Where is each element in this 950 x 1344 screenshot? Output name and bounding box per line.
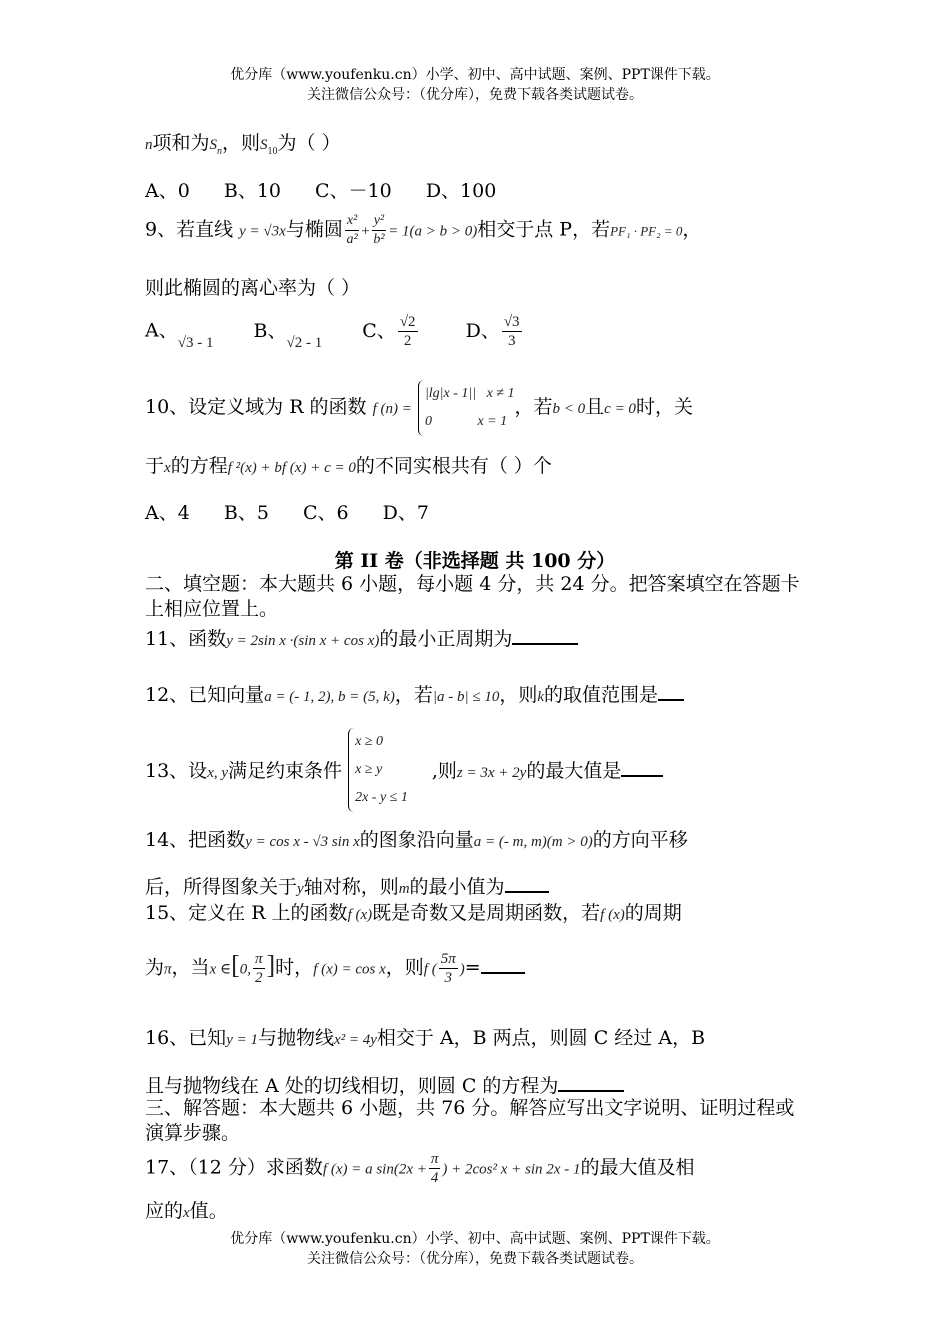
q15-equation: f (x) = cos x [313, 961, 386, 978]
q12-text-4: 的取值范围是 [544, 684, 659, 706]
q12-k: k [537, 689, 545, 705]
q12-line [145, 680, 810, 707]
q10-line2-a: 于 [145, 455, 165, 477]
q9-ellipse-x: x² [345, 212, 359, 231]
q17-eq-num: π [430, 1151, 439, 1167]
q15-domain-num: π [254, 951, 263, 967]
q14-text-2: 的图象沿向量 [359, 829, 474, 851]
q8-text-1: 项和为 [152, 132, 210, 154]
q11-text-2: 的最小正周期为 [379, 628, 513, 650]
q10-f: f (n) = [372, 401, 412, 417]
q8-line [145, 128, 810, 157]
q10-line-1 [145, 380, 810, 440]
q13-text-3: ,则 [431, 760, 457, 782]
q10-option-b: B、5 [223, 502, 269, 524]
q8-option-d: D、100 [425, 180, 497, 202]
q17-line2-b: 值。 [189, 1200, 228, 1222]
q11-equation: y = 2sin x ·(sin x + cos x) [226, 633, 380, 649]
q8-s10: S [260, 137, 268, 153]
q9-ellipse-b: b² [373, 232, 385, 247]
q10-line2-b: 的方程 [170, 455, 228, 477]
q14-vector: a = (- m, m)(m > 0) [473, 834, 593, 850]
q9-line-2: 则此椭圆的离心率为（ ） [145, 277, 361, 299]
q16-line-2 [145, 1071, 810, 1098]
q9-option-a: √3 - 1 [177, 334, 214, 351]
q17-x: x [183, 1205, 190, 1221]
q16-eq2: x² = 4y [333, 1032, 377, 1048]
q15-pi: π [164, 961, 172, 978]
q9-option-b: √2 - 1 [286, 334, 323, 351]
q13-text-1: 13、设 [145, 760, 208, 782]
section-3-intro: 三、解答题：本大题共 6 小题，共 76 分。解答应写出文字说明、证明过程或演算步骤。 [145, 1097, 795, 1144]
q12-text-3: ，则 [499, 684, 538, 706]
q12-text-2: ，若 [394, 684, 433, 706]
q10-text-1: 10、设定义域为 R 的函数 [145, 396, 367, 418]
q17-line2-a: 应的 [145, 1200, 184, 1222]
header-line-2: 关注微信公众号：（优分库），免费下载各类试题试卷。 [307, 87, 643, 103]
section-2-title: 第 II 卷（非选择题 共 100 分） [334, 550, 616, 572]
q17-text-1: 17、（12 分）求函数 [145, 1156, 323, 1179]
q10-case-1: |lg|x - 1|| x ≠ 1 [424, 386, 515, 401]
q8-sn-sub: n [217, 145, 223, 157]
q10-option-a: A、4 [145, 502, 190, 524]
q16-line2: 且与抛物线在 A 处的切线相切，则圆 C 的方程为 [145, 1075, 559, 1097]
q15-f1: f (x) [347, 907, 373, 923]
q15-text-2: 既是奇数又是周期函数，若 [372, 902, 601, 924]
q10-text-2: ，若 [514, 396, 553, 418]
q16-answer-blank[interactable] [558, 1072, 624, 1092]
q9-text-3: ， [682, 218, 702, 241]
q14-line2-b: 轴对称，则 [303, 876, 399, 898]
q10-line2-x: x [164, 460, 171, 476]
q13-line [145, 728, 810, 812]
q16-eq1: y = 1 [226, 1032, 258, 1048]
q11-line [145, 624, 810, 651]
q15-domain-pre: x ∈ [209, 961, 232, 978]
q9-option-d-num: √3 [503, 314, 520, 330]
q8-options [145, 176, 810, 203]
q9-option-c-den: 2 [403, 333, 412, 349]
q8-n: n [145, 137, 153, 153]
q8-option-a: A、0 [145, 180, 190, 202]
q17-eq-post: ) + 2cos² x + sin 2x - 1 [442, 1161, 581, 1178]
q8-text-2: ，则 [222, 132, 261, 154]
q15-line2-d: ，则 [385, 956, 424, 979]
q9-ellipse-y: y² [372, 212, 386, 231]
q14-text-3: 的方向平移 [592, 829, 688, 851]
q10-line-2 [145, 451, 810, 478]
q9-text-1: 与椭圆 [285, 218, 343, 241]
q10-cond-c: c = 0 [604, 401, 636, 417]
q13-answer-blank[interactable] [621, 757, 663, 777]
q15-f3-post: ) [459, 961, 465, 978]
q15-domain-a: 0, [239, 961, 251, 978]
q17-line-1 [145, 1150, 810, 1196]
q11-text-1: 11、函数 [145, 628, 227, 650]
q16-text-3: 相交于 A，B 两点，则圆 C 经过 A，B [376, 1027, 706, 1049]
q12-vectors: a = (- 1, 2), b = (5, k) [264, 689, 395, 705]
q9-ellipse-a: a² [346, 232, 358, 247]
q9-option-d-den: 3 [507, 333, 516, 349]
q9-text-2: 相交于点 P，若 [477, 218, 611, 241]
q15-text-3: 的周期 [624, 902, 682, 924]
q13-text-2: 满足约束条件 [228, 760, 343, 782]
q17-text-2: 的最大值及相 [580, 1156, 695, 1179]
q14-m: m [398, 881, 410, 897]
q10-text-3: 且 [585, 396, 605, 418]
q9-options [145, 313, 810, 363]
q16-text-1: 16、已知 [145, 1027, 227, 1049]
q8-option-c: C、－10 [315, 180, 392, 202]
q17-eq-den: 4 [430, 1170, 439, 1186]
q9-option-a-label: A、 [145, 319, 178, 342]
header-line-1: 优分库（www.youfenku.cn）小学、初中、高中试题、案例、PPT课件下载。 [230, 67, 720, 83]
q9-option-c-num: √2 [399, 314, 416, 330]
q10-option-d: D、7 [382, 502, 429, 524]
q8-text-3: 为（ ） [277, 132, 341, 154]
q14-function: y = cos x - √3 sin x [245, 834, 360, 850]
q17-eq-pre: f (x) = a sin(2x + [322, 1161, 427, 1178]
q15-f3-pre: f ( [423, 961, 437, 978]
q17-line-2 [145, 1196, 810, 1223]
q9-option-d-label: D、 [465, 319, 500, 342]
q15-f3-num: 5π [440, 951, 456, 967]
q15-f2: f (x) [600, 907, 625, 923]
q9-option-c-label: C、 [362, 319, 396, 342]
q13-constraint-1: x ≥ 0 [355, 734, 383, 749]
q10-case-2: 0 x = 1 [424, 414, 508, 429]
q15-domain-den: 2 [254, 970, 263, 986]
q10-equation: f ²(x) + bf (x) + c = 0 [227, 460, 356, 476]
q14-y: y [297, 881, 304, 897]
q15-line2-a: 为 [145, 956, 165, 979]
q10-line2-c: 的不同实根共有（ ）个 [355, 455, 552, 477]
q15-answer-blank[interactable] [481, 954, 525, 974]
q9-ellipse-rest: = 1(a > b > 0) [388, 223, 478, 240]
q9-option-b-label: B、 [253, 319, 287, 342]
q13-vars: x, y [207, 765, 229, 781]
q16-text-2: 与抛物线 [257, 1027, 334, 1049]
q16-line-1 [145, 1023, 810, 1050]
q8-sn: S [209, 137, 218, 153]
footer-line-2: 关注微信公众号：（优分库），免费下载各类试题试卷。 [307, 1251, 643, 1267]
q10-cond-b: b < 0 [552, 401, 586, 417]
q9-line-eq: y = √3x [239, 223, 286, 240]
q14-line2-c: 的最小值为 [409, 876, 505, 898]
q13-objective: z = 3x + 2y [456, 765, 527, 781]
footer-line-1: 优分库（www.youfenku.cn）小学、初中、高中试题、案例、PPT课件下载。 [230, 1231, 720, 1247]
q14-answer-blank[interactable] [505, 873, 549, 893]
q15-line-2: 为π，当x ∈[0, $\frac{\pi}{2}$ ]时，f (x) = cos x，则f ( $\frac{5\pi}{3}$ )= [145, 950, 810, 1006]
q10-option-c: C、6 [302, 502, 349, 524]
q12-text-1: 12、已知向量 [145, 684, 265, 706]
q10-options [145, 498, 810, 525]
q13-text-4: 的最大值是 [526, 760, 622, 782]
q14-line2-a: 后，所得图象关于 [145, 876, 298, 898]
q15-line2-c: 时， [275, 956, 314, 979]
q14-line-2 [145, 872, 810, 899]
q9-line-1: 9、若直线 y = √3x与椭圆 $\frac{\text{x²}}{\text{a²}}$ + $\frac{\text{y²}}{\text{b²}}$ = 1(a > b > 0)相交于点 P，若PF₁ · PF₂ = 0， [145, 213, 702, 247]
q8-s10-sub: 10 [267, 145, 278, 157]
q8-option-b: B、10 [223, 180, 281, 202]
q15-f3-den: 3 [444, 970, 452, 986]
section-2-intro: 二、填空题：本大题共 6 小题，每小题 4 分，共 24 分。把答案填空在答题卡上相应位置上。 [145, 573, 800, 620]
q12-condition: |a - b| ≤ 10 [432, 689, 500, 705]
q15-line-1 [145, 898, 810, 925]
q14-line-1 [145, 825, 810, 852]
q9-num: 9、若直线 [145, 218, 234, 241]
q14-text-1: 14、把函数 [145, 829, 246, 851]
q13-constraint-3: 2x - y ≤ 1 [355, 790, 408, 805]
q9-condition: PF₁ · PF₂ = 0 [610, 223, 683, 239]
q15-text-1: 15、定义在 R 上的函数 [145, 902, 348, 924]
q13-constraint-2: x ≥ y [355, 762, 383, 777]
q11-answer-blank[interactable] [512, 625, 578, 645]
q12-answer-blank[interactable] [658, 681, 684, 701]
q15-line2-b: ，当 [171, 956, 210, 979]
q15-line2-e: = [464, 956, 481, 979]
q10-text-4: 时，关 [635, 396, 693, 418]
